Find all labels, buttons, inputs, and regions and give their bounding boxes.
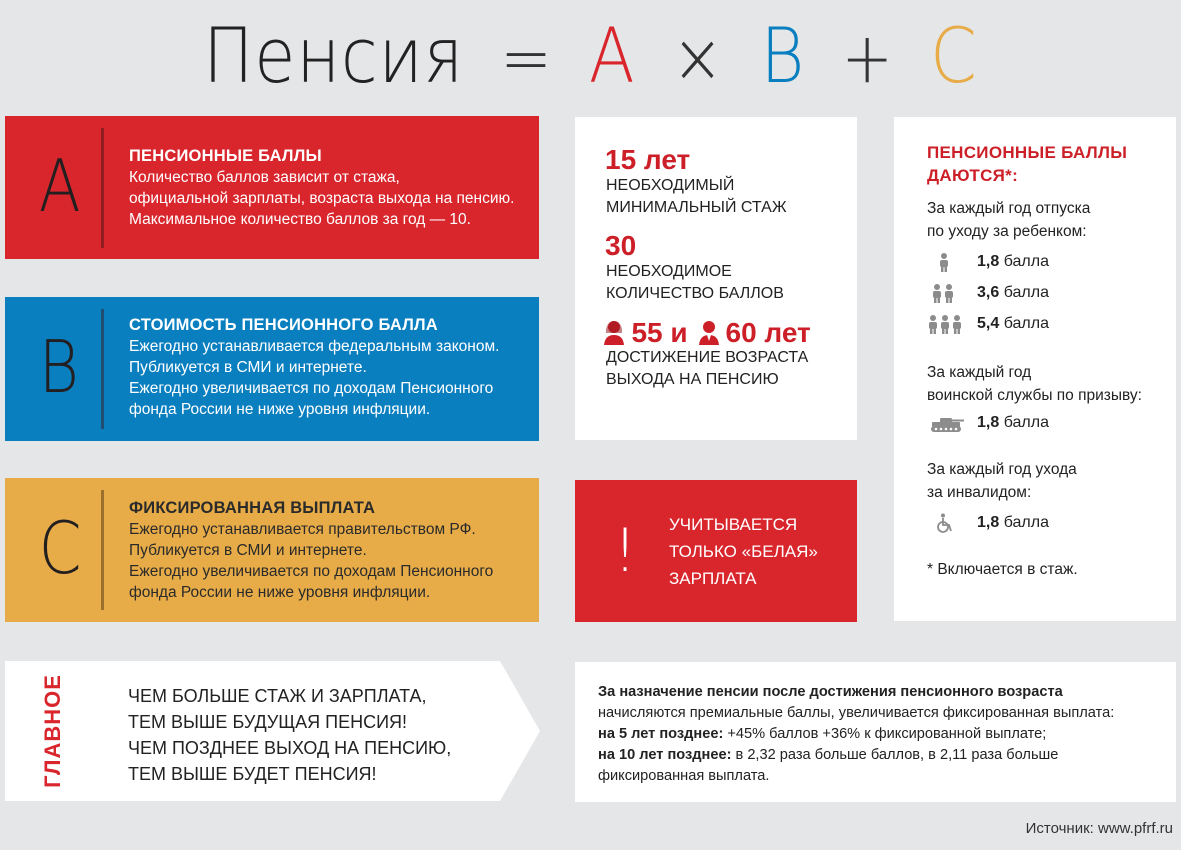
box-line: Максимальное количество баллов за год — 10.	[129, 211, 471, 228]
points-unit: балла	[1003, 253, 1049, 270]
text-line: За каждый год отпуска	[927, 200, 1091, 217]
text-line: по уходу за ребенком:	[927, 223, 1087, 240]
box-divider	[101, 309, 104, 429]
box-line: Количество баллов зависит от стажа,	[129, 169, 400, 186]
points-unit: балла	[1003, 514, 1049, 531]
notice-line: ТОЛЬКО «БЕЛАЯ»	[669, 542, 818, 561]
points-value	[977, 251, 1049, 273]
notice-line: УЧИТЫВАЕТСЯ	[669, 515, 798, 534]
box-letter: C	[38, 506, 82, 590]
one-child-icon	[928, 252, 968, 272]
points-number: 3,6	[977, 284, 1000, 301]
box-line: Ежегодно устанавливается федеральным законом.	[129, 338, 500, 355]
points-value	[977, 313, 1049, 335]
tank-icon	[928, 413, 968, 433]
side-label: ГЛАВНОЕ	[40, 674, 65, 788]
caption-line: ВЫХОДА НА ПЕНСИЮ	[606, 371, 779, 388]
text-line: воинской службы по призыву:	[927, 387, 1142, 404]
equals-sign: =	[500, 17, 553, 99]
main-text	[128, 683, 488, 787]
caption-line: МИНИМАЛЬНЫЙ СТАЖ	[606, 199, 787, 216]
white-salary-notice	[575, 480, 857, 622]
pension-points-box	[5, 116, 539, 259]
title-letter-c: C	[930, 11, 978, 100]
source-credit: Источник: www.pfrf.ru	[1025, 820, 1173, 837]
main-line: ТЕМ ВЫШЕ БУДЕТ ПЕНСИЯ!	[128, 764, 377, 784]
military-text	[927, 361, 1167, 407]
three-children-icon	[928, 314, 968, 334]
wheelchair-icon	[928, 513, 968, 533]
points-unit: балла	[1003, 315, 1049, 332]
notice-text	[669, 511, 849, 592]
point-cost-box	[5, 297, 539, 441]
premium-label: на 10 лет позднее:	[598, 747, 732, 763]
premium-line: фиксированная выплата.	[598, 768, 770, 784]
box-line: Ежегодно увеличивается по доходам Пенсионного	[129, 563, 494, 580]
exclamation-icon: !	[613, 516, 638, 586]
box-line: Ежегодно увеличивается по доходам Пенсионного	[129, 380, 494, 397]
premium-text: в 2,32 раза больше баллов, в 2,11 раза больше	[731, 747, 1059, 763]
disabled-care-text	[927, 458, 1167, 504]
box-divider	[101, 490, 104, 610]
notice-line: ЗАРПЛАТА	[669, 569, 757, 588]
title-line: ДАЮТСЯ*:	[927, 166, 1019, 185]
title-letter-a: A	[588, 11, 636, 100]
man-icon	[698, 319, 720, 345]
caption-line: КОЛИЧЕСТВО БАЛЛОВ	[606, 285, 784, 302]
box-line: официальной зарплаты, возраста выхода на пенсию.	[129, 190, 515, 207]
title-line: ПЕНСИОННЫЕ БАЛЛЫ	[927, 143, 1128, 162]
main-line: ЧЕМ ПОЗДНЕЕ ВЫХОД НА ПЕНСИЮ,	[128, 738, 452, 758]
points-number: 5,4	[977, 315, 1000, 332]
text-line: За каждый год ухода	[927, 461, 1077, 478]
times-sign: ×	[671, 17, 725, 99]
points-value: 30	[605, 230, 637, 261]
caption-line: ДОСТИЖЕНИЕ ВОЗРАСТА	[606, 349, 809, 366]
age-female-value: 55 и	[631, 317, 688, 348]
box-line: Ежегодно устанавливается правительством РФ.	[129, 521, 476, 538]
page-title	[71, 11, 1110, 100]
main-point-banner	[5, 661, 540, 801]
childcare-text	[927, 197, 1167, 243]
premium-text: +45% баллов +36% к фиксированной выплате;	[723, 726, 1047, 742]
points-value	[977, 512, 1049, 534]
points-unit: балла	[1003, 414, 1049, 431]
experience-value: 15 лет	[605, 144, 691, 175]
requirements-card	[575, 117, 857, 440]
box-letter: B	[38, 325, 79, 409]
text-line: за инвалидом:	[927, 484, 1032, 501]
points-number: 1,8	[977, 514, 1000, 531]
box-heading: ПЕНСИОННЫЕ БАЛЛЫ	[129, 147, 322, 165]
box-heading: ФИКСИРОВАННАЯ ВЫПЛАТА	[129, 499, 376, 517]
box-line: Публикуется в СМИ и интернете.	[129, 359, 367, 376]
box-letter: A	[38, 144, 81, 228]
premium-label: на 5 лет позднее:	[598, 726, 724, 742]
caption-line: НЕОБХОДИМЫЙ	[606, 177, 735, 194]
caption-line: НЕОБХОДИМОЕ	[606, 263, 732, 280]
premium-heading: За назначение пенсии после достижения пенсионного возраста	[598, 684, 1063, 700]
premium-line	[598, 724, 1168, 745]
points-number: 1,8	[977, 253, 1000, 270]
points-number: 1,8	[977, 414, 1000, 431]
box-divider	[101, 128, 104, 248]
points-caption	[606, 261, 846, 305]
footnote: * Включается в стаж.	[927, 561, 1078, 578]
main-line: ЧЕМ БОЛЬШЕ СТАЖ И ЗАРПЛАТА,	[128, 686, 427, 706]
woman-icon	[603, 319, 625, 345]
plus-sign: +	[841, 17, 894, 99]
points-card-title	[927, 141, 1157, 187]
points-unit: балла	[1003, 284, 1049, 301]
points-value	[977, 412, 1049, 434]
title-letter-b: B	[760, 11, 806, 100]
points-granted-card	[894, 117, 1176, 621]
premium-line	[598, 745, 1168, 766]
box-line: фонда России не ниже уровня инфляции.	[129, 584, 431, 601]
main-line: ТЕМ ВЫШЕ БУДУЩАЯ ПЕНСИЯ!	[128, 712, 408, 732]
premium-points-box	[575, 662, 1176, 802]
age-male-value: 60 лет	[725, 317, 811, 348]
box-heading: СТОИМОСТЬ ПЕНСИОННОГО БАЛЛА	[129, 316, 438, 334]
two-children-icon	[928, 283, 968, 303]
experience-caption	[606, 175, 846, 219]
premium-line: начисляются премиальные баллы, увеличивается фиксированная выплата:	[598, 705, 1115, 721]
box-line: фонда России не ниже уровня инфляции.	[129, 401, 431, 418]
text-line: За каждый год	[927, 364, 1032, 381]
fixed-payment-box	[5, 478, 539, 622]
title-word: Пенсия	[203, 11, 464, 100]
age-caption	[606, 347, 846, 391]
points-value	[977, 282, 1049, 304]
age-row	[603, 317, 811, 349]
box-line: Публикуется в СМИ и интернете.	[129, 542, 367, 559]
